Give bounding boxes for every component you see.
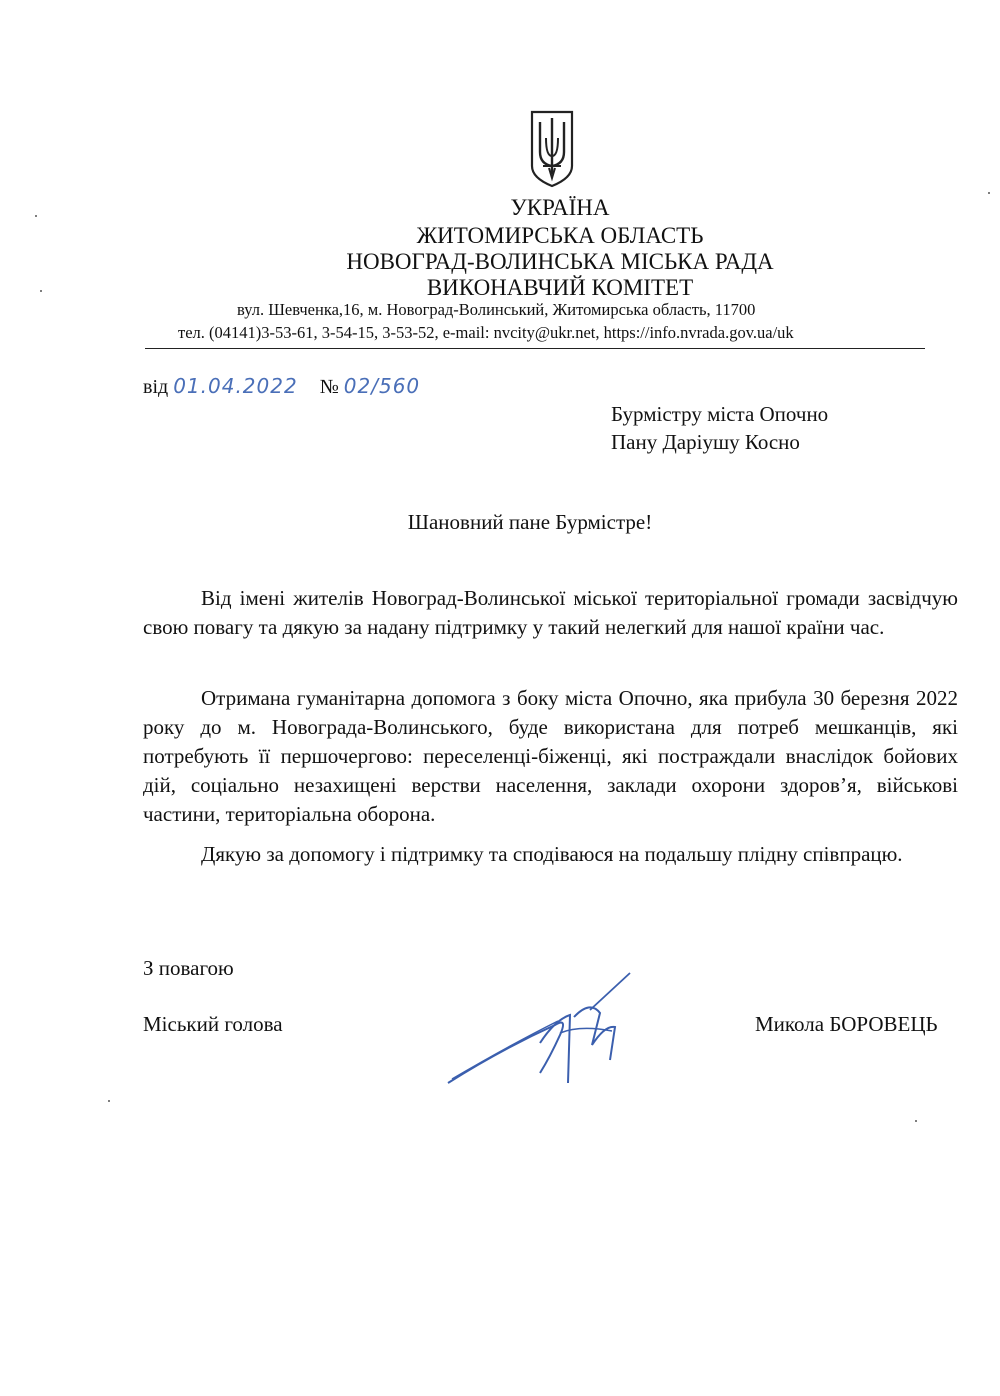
header-divider [145, 348, 925, 349]
scan-speck [40, 290, 42, 292]
handwritten-number: 02/560 [343, 374, 421, 398]
header-country: УКРАЇНА [510, 195, 610, 220]
date-label: від [143, 376, 169, 398]
signature-icon [440, 965, 640, 1105]
number-label: № [319, 376, 339, 398]
body-paragraph-3: Дякую за допомогу і підтримку та сподіваюся на подальшу плідну співпрацю. [201, 842, 903, 866]
body-paragraph-2: Отримана гуманітарна допомога з боку міста Опочно, яка прибула 30 березня 2022 року до м. Новограда-Волинського, буде використана для потреб мешканців, які потребують її першочергово: переселенці-біженці, які постраждали внаслідок бойових дій, соціально незахищені верстви населення, заклади охорони здоров’я, військові частини, територіальна оборона. [143, 686, 958, 826]
salutation: Шановний пане Бурмістре! [407, 510, 653, 534]
body-paragraph-1: Від імені жителів Новоград-Волинської міської територіальної громади засвідчую свою повагу та дякую за надану підтримку у такий нелегкий для нашої країни час. [143, 586, 958, 639]
handwritten-date: 01.04.2022 [173, 374, 298, 398]
reference-line [143, 374, 420, 399]
scan-speck [915, 1120, 917, 1122]
recipient-name: Пану Даріушу Косно [611, 430, 800, 454]
header-address: вул. Шевченка,16, м. Новоград-Волинський, Житомирська область, 11700 [237, 300, 756, 319]
header-contacts: тел. (04141)3-53-61, 3-54-15, 3-53-52, e-mail: nvcity@ukr.net, https://info.nvrada.gov.ua/uk [178, 323, 794, 342]
signer-name: Микола БОРОВЕЦЬ [755, 1012, 938, 1036]
trident-emblem-icon [527, 108, 577, 188]
scan-speck [35, 215, 37, 217]
header-council: НОВОГРАД-ВОЛИНСЬКА МІСЬКА РАДА [346, 249, 774, 274]
closing-position: Міський голова [143, 1012, 283, 1036]
scan-speck [988, 192, 990, 194]
recipient-title: Бурмістру міста Опочно [611, 402, 829, 426]
header-committee: ВИКОНАВЧИЙ КОМІТЕТ [426, 275, 694, 300]
scan-speck [108, 1100, 110, 1102]
header-region: ЖИТОМИРСЬКА ОБЛАСТЬ [416, 223, 704, 248]
closing-regards: З повагою [143, 956, 234, 980]
